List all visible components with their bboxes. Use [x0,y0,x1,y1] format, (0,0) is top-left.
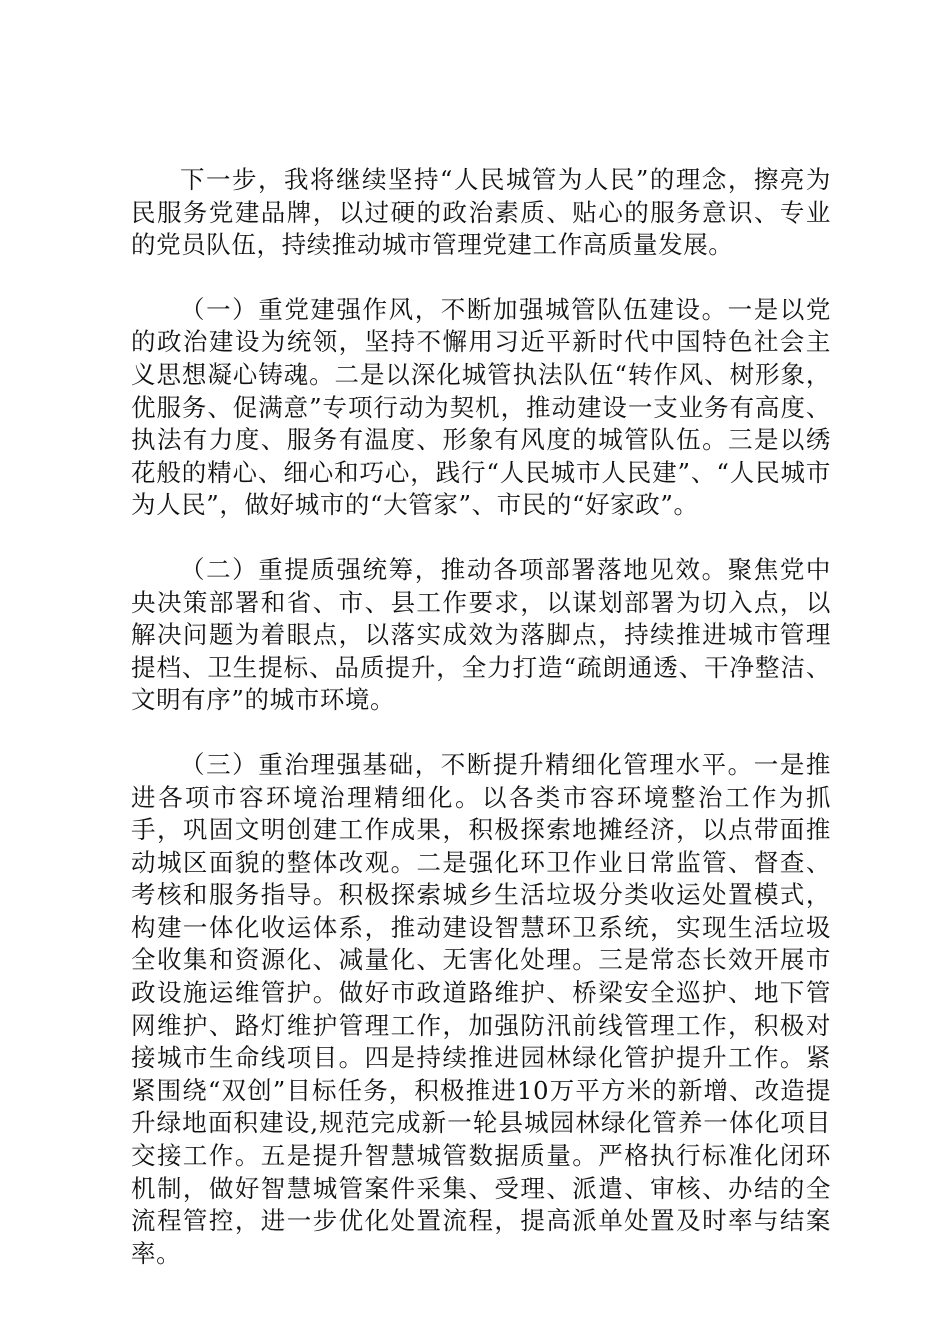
paragraph-section-1: （一）重党建强作风，不断加强城管队伍建设。一是以党的政治建设为统领，坚持不懈用习近平新时代中国特色社会主义思想凝心铸魂。二是以深化城管执法队伍“转作风、树形象，优服务、促满意”专项行动为契机，推动建设一支业务有高度、执法有力度、服务有温度、形象有风度的城管队伍。三是以绣花般的精心、细心和巧心，践行“人民城市人民建”、“人民城市为人民”，做好城市的“大管家”、市民的“好家政”。 [131,294,831,520]
document-body [131,164,831,1270]
paragraph-section-3: （三）重治理强基础，不断提升精细化管理水平。一是推进各项市容环境治理精细化。以各类市容环境整治工作为抓手，巩固文明创建工作成果，积极探索地摊经济，以点带面推动城区面貌的整体改观。二是强化环卫作业日常监管、督查、考核和服务指导。积极探索城乡生活垃圾分类收运处置模式，构建一体化收运体系，推动建设智慧环卫系统，实现生活垃圾全收集和资源化、减量化、无害化处理。三是常态长效开展市政设施运维管护。做好市政道路维护、桥梁安全巡护、地下管网维护、路灯维护管理工作，加强防汛前线管理工作，积极对接城市生命线项目。四是持续推进园林绿化管护提升工作。紧紧围绕“双创”目标任务，积极推进10万平方米的新增、改造提升绿地面积建设,规范完成新一轮县城园林绿化管养一体化项目交接工作。五是提升智慧城管数据质量。严格执行标准化闭环机制，做好智慧城管案件采集、受理、派遣、审核、办结的全流程管控，进一步优化处置流程，提高派单处置及时率与结案率。 [131,749,831,1268]
paragraph-section-2: （二）重提质强统筹，推动各项部署落地见效。聚焦党中央决策部署和省、市、县工作要求，以谋划部署为切入点，以解决问题为着眼点，以落实成效为落脚点，持续推进城市管理提档、卫生提标、品质提升，全力打造“疏朗通透、干净整洁、文明有序”的城市环境。 [131,554,831,715]
paragraph-intro: 下一步，我将继续坚持“人民城管为人民”的理念，擦亮为民服务党建品牌，以过硬的政治素质、贴心的服务意识、专业的党员队伍，持续推动城市管理党建工作高质量发展。 [131,165,831,260]
